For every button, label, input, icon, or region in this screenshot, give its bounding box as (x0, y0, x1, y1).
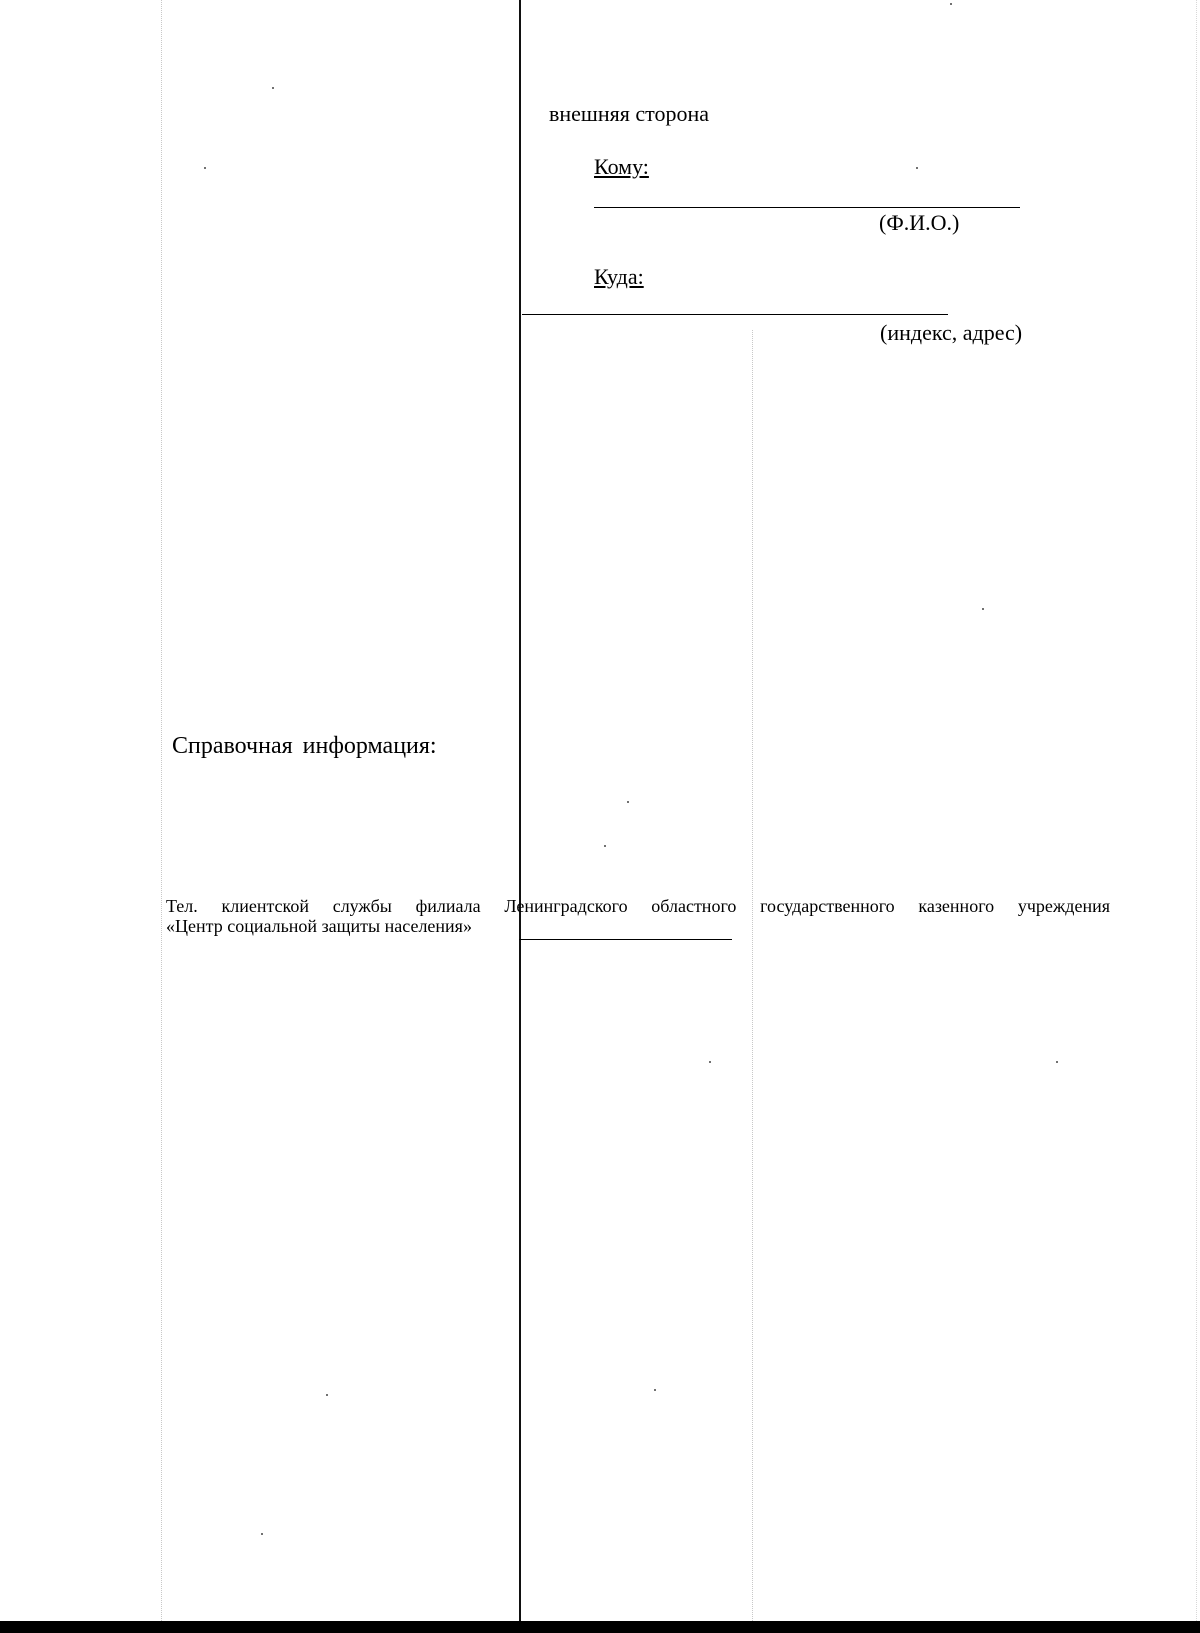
scan-speck (604, 845, 606, 847)
fold-guide-middle (752, 330, 753, 1625)
scan-speck (709, 1061, 711, 1063)
fold-line (519, 0, 521, 1623)
scan-bottom-edge (0, 1621, 1200, 1633)
recipient-address-line[interactable] (522, 314, 948, 315)
recipient-name-caption: (Ф.И.О.) (879, 210, 960, 235)
fold-guide-left (161, 0, 162, 1625)
scan-speck (326, 1394, 328, 1396)
phone-info-line-2: «Центр социальной защиты населения» (166, 916, 472, 936)
scan-speck (916, 167, 918, 169)
scan-speck (272, 87, 274, 89)
scan-speck (261, 1533, 263, 1535)
phone-number-line[interactable] (519, 939, 732, 940)
outer-side-label: внешняя сторона (549, 101, 710, 126)
phone-info-block (166, 896, 1110, 936)
scan-speck (627, 801, 629, 803)
reference-heading: Справочная информация: (172, 733, 437, 759)
scan-speck (982, 608, 984, 610)
scan-speck (950, 3, 952, 5)
scan-speck (204, 167, 206, 169)
scan-speck (1056, 1061, 1058, 1063)
recipient-to-label: Кому: (594, 154, 649, 179)
phone-info-line-1: Тел. клиентской службы филиала Ленинградского областного государственного казенного учреждения (166, 896, 1110, 916)
scan-speck (654, 1389, 656, 1391)
fold-guide-right (1196, 0, 1197, 1625)
recipient-address-caption: (индекс, адрес) (880, 320, 1023, 345)
recipient-name-line[interactable] (594, 207, 1020, 208)
recipient-where-label: Куда: (594, 264, 644, 289)
